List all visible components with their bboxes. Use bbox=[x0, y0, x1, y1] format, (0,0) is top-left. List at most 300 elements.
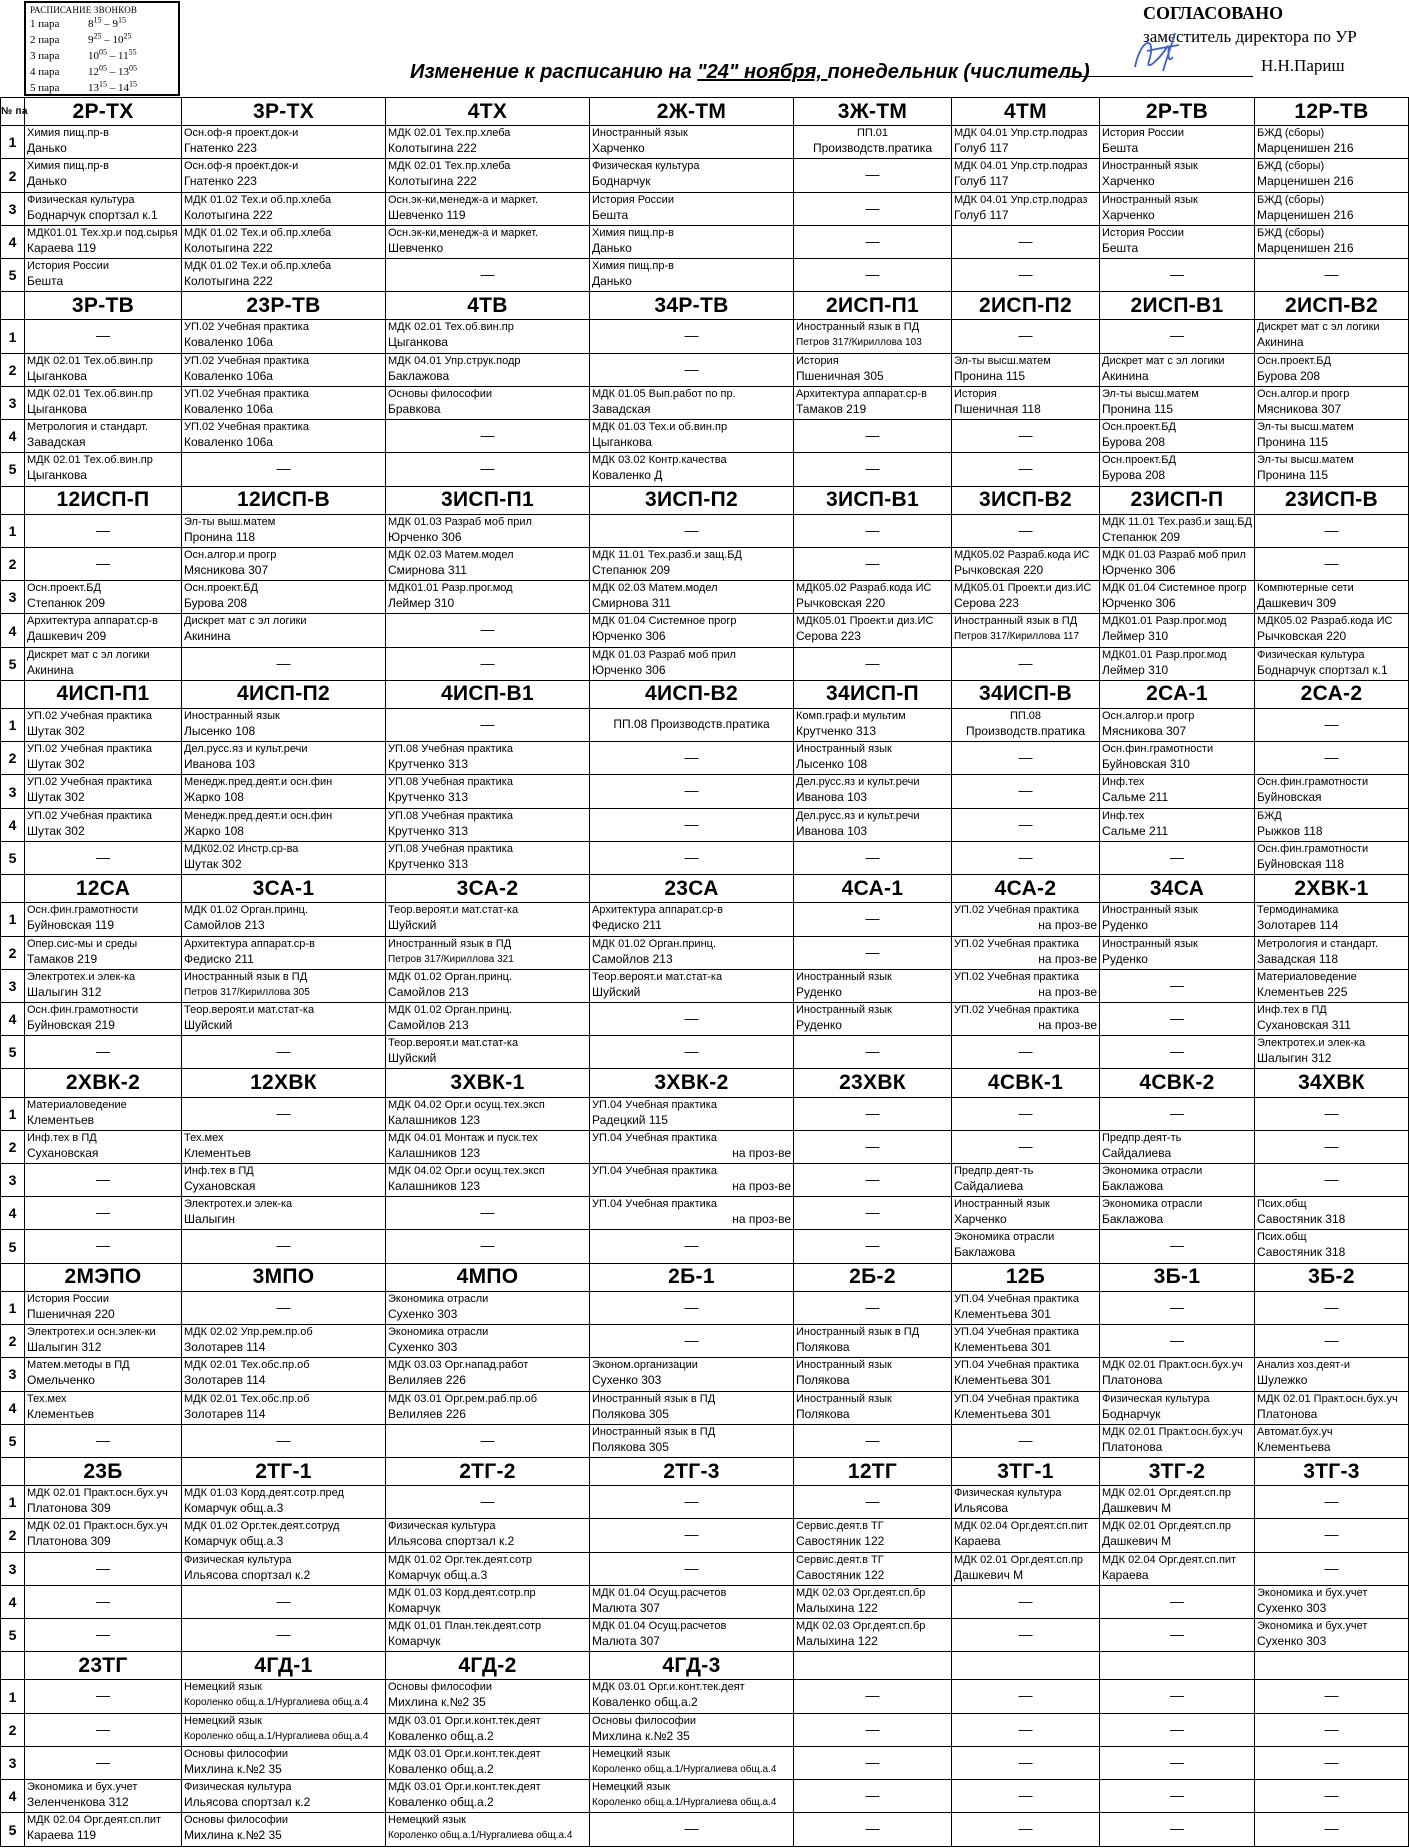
empty-dash: — bbox=[1170, 1104, 1184, 1121]
group-name bbox=[952, 1652, 1100, 1680]
subject: Осн.фин.грамотности bbox=[27, 1003, 139, 1016]
empty-dash: — bbox=[865, 1104, 880, 1121]
group-header-row bbox=[1, 292, 1409, 320]
table-row bbox=[1, 647, 1409, 680]
table-row bbox=[1, 709, 1409, 742]
schedule-cell bbox=[25, 1552, 182, 1585]
subject: МДК 01.02 Орган.принц. bbox=[184, 904, 309, 917]
teacher-room: Коваленко Д bbox=[592, 468, 663, 483]
subject: История России bbox=[1102, 226, 1184, 239]
schedule-cell bbox=[794, 353, 952, 386]
schedule-cell bbox=[25, 647, 182, 680]
schedule-cell bbox=[1255, 1002, 1409, 1035]
teacher-room: Сальме 211 bbox=[1102, 823, 1169, 838]
group-name: 3ТГ-3 bbox=[1255, 1457, 1409, 1485]
schedule-cell bbox=[25, 353, 182, 386]
subject: Менедж.пред.деят.и осн.фин bbox=[184, 776, 333, 789]
schedule-cell bbox=[182, 1358, 386, 1391]
empty-dash: — bbox=[96, 1592, 110, 1609]
teacher-room: Сухановская bbox=[27, 1145, 99, 1160]
schedule-cell bbox=[590, 514, 794, 547]
schedule-cell bbox=[794, 1097, 952, 1130]
schedule-cell bbox=[182, 514, 386, 547]
empty-dash: — bbox=[865, 1753, 880, 1770]
table-row bbox=[1, 353, 1409, 386]
teacher-room: Шалыгин 312 bbox=[1257, 1051, 1332, 1066]
empty-dash: — bbox=[684, 1043, 699, 1060]
teacher-room: Клементьев bbox=[27, 1112, 95, 1127]
schedule-cell bbox=[386, 775, 590, 808]
subject: Дискрет мат с эл логики bbox=[1257, 321, 1380, 334]
teacher-room: Харченко bbox=[954, 1212, 1007, 1227]
schedule-cell bbox=[1255, 808, 1409, 841]
group-name: 3ИСП-В2 bbox=[952, 486, 1100, 514]
teacher-room: Коваленко 106а bbox=[184, 368, 273, 383]
bell-time: $10^{05} - 11^{55}$ bbox=[88, 47, 137, 62]
schedule-cell bbox=[182, 1780, 386, 1813]
schedule-cell bbox=[1255, 581, 1409, 614]
schedule-cell bbox=[794, 1230, 952, 1263]
teacher-room: Смирнова 311 bbox=[592, 596, 671, 611]
teacher-room: Полякова 305 bbox=[592, 1439, 669, 1454]
schedule-cell bbox=[590, 709, 794, 742]
schedule-cell bbox=[590, 1197, 794, 1230]
schedule-cell bbox=[590, 647, 794, 680]
bell-schedule bbox=[24, 1, 180, 96]
schedule-cell bbox=[386, 159, 590, 192]
teacher-room: Бешта bbox=[1102, 141, 1139, 156]
group-name: 2Ж-ТМ bbox=[590, 98, 794, 126]
group-name bbox=[1100, 1652, 1255, 1680]
table-row bbox=[1, 1358, 1409, 1391]
subject: МДК 11.01 Тех.разб.и защ.БД bbox=[592, 548, 742, 561]
subject: БЖД bbox=[1257, 809, 1282, 822]
teacher-room: Боднарчук спортзал к.1 bbox=[1257, 662, 1388, 677]
table-row bbox=[1, 386, 1409, 419]
subject: МДК 02.04 Орг.деят.сп.пит bbox=[1102, 1553, 1237, 1566]
teacher-room: Тамаков 219 bbox=[27, 951, 98, 966]
teacher-room: Шалыгин 312 bbox=[27, 984, 102, 999]
group-name: 3ТГ-1 bbox=[952, 1457, 1100, 1485]
subject: МДК 01.02 Орган.принц. bbox=[388, 1003, 513, 1016]
subject: УП.04 Учебная практика bbox=[592, 1098, 717, 1111]
schedule-cell bbox=[386, 647, 590, 680]
teacher-room: Сухенко 303 bbox=[388, 1340, 458, 1355]
group-name: 2Р-ТХ bbox=[25, 98, 182, 126]
schedule-cell bbox=[386, 1780, 590, 1813]
schedule-cell bbox=[182, 1325, 386, 1358]
bell-row: 5 пара $13^{15} - 14^{15}$ bbox=[30, 79, 137, 94]
group-name: 4ТВ bbox=[386, 292, 590, 320]
teacher-room: Комарчук общ.а.3 bbox=[184, 1501, 284, 1516]
table-row bbox=[1, 1230, 1409, 1263]
schedule-cell bbox=[1255, 1197, 1409, 1230]
schedule-cell bbox=[1100, 709, 1255, 742]
schedule-cell bbox=[1255, 514, 1409, 547]
pair-number: 2 bbox=[1, 547, 25, 580]
group-name: 3ТГ-2 bbox=[1100, 1457, 1255, 1485]
pair-number: 2 bbox=[1, 742, 25, 775]
subject: МДК 01.02 Орг.тек.деят.сотруд bbox=[184, 1520, 340, 1533]
empty-dash: — bbox=[1324, 1493, 1339, 1510]
schedule-cell bbox=[794, 192, 952, 225]
empty-dash: — bbox=[1324, 554, 1339, 571]
schedule-cell bbox=[952, 1552, 1100, 1585]
teacher-room: Клементьева 301 bbox=[954, 1340, 1051, 1355]
subject: МДК 01.03 Корд.деят.сотр.пред bbox=[184, 1487, 344, 1500]
teacher-room: Производств.пратика bbox=[965, 724, 1085, 739]
pair-number: 4 bbox=[1, 420, 25, 453]
empty-dash: — bbox=[1324, 1787, 1339, 1804]
teacher-room: Бурова 208 bbox=[1102, 468, 1166, 483]
teacher-room: Петров 317/Кириллова 321 bbox=[388, 953, 514, 965]
bell-row: 1 пара $8^{15} - 9^{15}$ bbox=[30, 15, 126, 30]
subject: Физическая культура bbox=[592, 160, 700, 173]
subject: Осн.фин.грамотности bbox=[1257, 842, 1369, 855]
table-row bbox=[1, 1552, 1409, 1585]
bell-row: 4 пара $12^{05} - 13^{05}$ bbox=[30, 63, 137, 78]
schedule-cell bbox=[1100, 841, 1255, 874]
schedule-cell bbox=[590, 1746, 794, 1779]
bell-time: $12^{05} - 13^{05}$ bbox=[88, 63, 137, 78]
empty-dash: — bbox=[1170, 1592, 1184, 1609]
schedule-cell bbox=[794, 742, 952, 775]
subject: Термодинамика bbox=[1257, 904, 1339, 917]
schedule-cell bbox=[25, 453, 182, 486]
table-row bbox=[1, 514, 1409, 547]
teacher-room: Баклажова bbox=[1102, 1179, 1164, 1194]
schedule-cell bbox=[1255, 259, 1409, 292]
teacher-room: Мясникова 307 bbox=[184, 562, 269, 577]
schedule-cell bbox=[182, 1130, 386, 1163]
schedule-cell bbox=[952, 353, 1100, 386]
subject: Иностранный язык в ПД bbox=[592, 1392, 716, 1405]
group-name: 4СВК-1 bbox=[952, 1069, 1100, 1097]
subject: Основы философии bbox=[592, 1714, 696, 1727]
schedule-cell bbox=[952, 1424, 1100, 1457]
teacher-room: Сайдалиева bbox=[954, 1179, 1024, 1194]
bell-row: 2 пара $9^{25} - 10^{25}$ bbox=[30, 31, 132, 46]
schedule-cell bbox=[794, 709, 952, 742]
group-name: 12Р-ТВ bbox=[1255, 98, 1409, 126]
table-row bbox=[1, 1619, 1409, 1652]
subject: УП.02 Учебная практика bbox=[27, 809, 152, 822]
schedule-cell bbox=[590, 1619, 794, 1652]
schedule-cell bbox=[794, 1713, 952, 1746]
teacher-room: Лысенко 108 bbox=[184, 724, 256, 739]
schedule-cell bbox=[1100, 1036, 1255, 1069]
schedule-cell bbox=[952, 709, 1100, 742]
teacher-room: Юрченко 306 bbox=[1102, 562, 1176, 577]
schedule-cell bbox=[386, 1813, 590, 1847]
empty-dash: — bbox=[865, 554, 880, 571]
empty-dash: — bbox=[865, 199, 880, 216]
empty-dash: — bbox=[480, 1493, 495, 1510]
subject: Анализ хоз.деят-и bbox=[1257, 1359, 1351, 1372]
schedule-cell bbox=[794, 547, 952, 580]
teacher-room: Клементьева 301 bbox=[954, 1306, 1051, 1321]
schedule-cell bbox=[952, 159, 1100, 192]
pair-number: 5 bbox=[1, 259, 25, 292]
teacher-room: Завадская bbox=[27, 435, 86, 450]
teacher-room: Клементьева 301 bbox=[954, 1406, 1051, 1421]
subject: Осн.эк-ки,менедж-а и маркет. bbox=[388, 193, 539, 206]
subject: Иностранный язык в ПД bbox=[184, 970, 308, 983]
teacher-room: Шуйский bbox=[388, 918, 437, 933]
teacher-room: Бешта bbox=[1102, 240, 1139, 255]
schedule-cell bbox=[952, 1780, 1100, 1813]
teacher-room: Колотыгина 222 bbox=[184, 274, 273, 289]
subject: УП.08 Учебная практика bbox=[388, 809, 513, 822]
teacher-room: Иванова 103 bbox=[796, 790, 868, 805]
schedule-cell bbox=[25, 514, 182, 547]
schedule-cell bbox=[590, 320, 794, 353]
group-name: 12ТГ bbox=[794, 1457, 952, 1485]
subject: Иностранный язык в ПД bbox=[796, 321, 920, 334]
schedule-cell bbox=[952, 1813, 1100, 1847]
schedule-cell bbox=[182, 1164, 386, 1197]
group-name: 2Б-2 bbox=[794, 1263, 952, 1291]
schedule-cell bbox=[794, 225, 952, 258]
schedule-cell bbox=[794, 969, 952, 1002]
teacher-room: Радецкий 115 bbox=[592, 1112, 668, 1127]
teacher-room: Баклажова bbox=[954, 1245, 1016, 1260]
group-name: 23ИСП-В bbox=[1255, 486, 1409, 514]
subject: ПП.01 bbox=[856, 127, 889, 140]
empty-dash: — bbox=[480, 460, 495, 477]
teacher-room: Шалыгин 312 bbox=[27, 1340, 102, 1355]
subject: Дел.русс.яз и культ.речи bbox=[184, 743, 308, 756]
table-row bbox=[1, 320, 1409, 353]
subject: Химия пищ.пр-в bbox=[27, 160, 109, 173]
schedule-cell bbox=[590, 1391, 794, 1424]
teacher-room: на проз-ве bbox=[732, 1145, 791, 1160]
subject: УП.04 Учебная практика bbox=[592, 1165, 717, 1178]
teacher-room: Коваленко общ.а.2 bbox=[388, 1795, 494, 1810]
teacher-room: Юрченко 306 bbox=[1102, 596, 1176, 611]
approval-block bbox=[1143, 2, 1357, 77]
table-row bbox=[1, 1391, 1409, 1424]
group-header-row bbox=[1, 875, 1409, 903]
schedule-cell bbox=[794, 647, 952, 680]
teacher-room: Калашников 123 bbox=[388, 1112, 481, 1127]
table-row bbox=[1, 969, 1409, 1002]
group-name: 12ХВК bbox=[182, 1069, 386, 1097]
teacher-room: Акинина bbox=[184, 629, 231, 644]
subject: БЖД (сборы) bbox=[1257, 160, 1325, 173]
subject: МДК 02.01 Орг.деят.сп.пр bbox=[1102, 1487, 1232, 1500]
approval-position: заместитель директора по УР bbox=[1143, 27, 1357, 46]
subject: Сервис.деят.в ТГ bbox=[796, 1553, 884, 1566]
subject: Эл-ты высш.матем bbox=[1257, 454, 1354, 467]
table-row bbox=[1, 547, 1409, 580]
empty-dash: — bbox=[1018, 1820, 1033, 1837]
subject: БЖД (сборы) bbox=[1257, 193, 1325, 206]
schedule-cell bbox=[590, 1813, 794, 1847]
schedule-cell bbox=[1100, 1130, 1255, 1163]
group-name: 4ИСП-П1 bbox=[25, 680, 182, 708]
schedule-cell bbox=[25, 1230, 182, 1263]
empty-dash: — bbox=[1324, 1171, 1339, 1188]
subject: Электротех.и осн.элек-ки bbox=[27, 1326, 156, 1339]
group-name: 12ИСП-П bbox=[25, 486, 182, 514]
empty-dash: — bbox=[1018, 749, 1033, 766]
subject: БЖД (сборы) bbox=[1257, 226, 1325, 239]
empty-dash: — bbox=[684, 1526, 699, 1543]
subject: История России bbox=[1102, 127, 1184, 140]
teacher-room: Комарчук общ.а.3 bbox=[184, 1534, 284, 1549]
teacher-room: Сухенко 303 bbox=[1257, 1634, 1327, 1649]
subject: МДК 01.01 План.тек.деят.сотр bbox=[388, 1620, 542, 1633]
teacher-room: Буйновская 118 bbox=[1257, 856, 1345, 871]
schedule-cell bbox=[386, 808, 590, 841]
subject: Осн.проект.БД bbox=[27, 582, 101, 595]
schedule-cell bbox=[386, 903, 590, 936]
schedule-cell bbox=[794, 126, 952, 159]
teacher-room: Данько bbox=[27, 174, 67, 189]
teacher-room: Рычковская 220 bbox=[954, 562, 1044, 577]
schedule-cell bbox=[25, 1130, 182, 1163]
schedule-cell bbox=[952, 547, 1100, 580]
schedule-cell bbox=[952, 453, 1100, 486]
schedule-cell bbox=[1100, 903, 1255, 936]
group-name: 34ХВК bbox=[1255, 1069, 1409, 1097]
teacher-room: Шулежко bbox=[1257, 1373, 1308, 1388]
empty-dash: — bbox=[684, 749, 699, 766]
empty-dash: — bbox=[1170, 1332, 1184, 1349]
subject: Осн.оф-я проект.док-и bbox=[184, 160, 299, 173]
subject: Осн.алгор.и прогр bbox=[184, 548, 277, 561]
subject: УП.04 Учебная практика bbox=[954, 1292, 1079, 1305]
table-row bbox=[1, 1097, 1409, 1130]
schedule-cell bbox=[952, 420, 1100, 453]
schedule-cell bbox=[590, 1036, 794, 1069]
subject: Дискрет мат с эл логики bbox=[184, 615, 307, 628]
empty-dash: — bbox=[865, 1787, 880, 1804]
teacher-room: Колотыгина 222 bbox=[388, 174, 477, 189]
schedule-cell bbox=[386, 386, 590, 419]
pair-number: 3 bbox=[1, 1358, 25, 1391]
schedule-cell bbox=[952, 647, 1100, 680]
pair-number: 3 bbox=[1, 775, 25, 808]
teacher-room: Малыхина 122 bbox=[796, 1600, 878, 1615]
subject: Осн.эк-ки,менедж-а и маркет. bbox=[388, 226, 539, 239]
subject: МДК01.01 Разр.прог.мод bbox=[1102, 615, 1227, 628]
schedule-cell bbox=[952, 1097, 1100, 1130]
schedule-cell bbox=[182, 1097, 386, 1130]
schedule-cell bbox=[1100, 1391, 1255, 1424]
schedule-table bbox=[0, 97, 1409, 1847]
schedule-cell bbox=[1255, 453, 1409, 486]
empty-dash: — bbox=[1170, 848, 1184, 865]
subject: МДК 03.01 Орг.и.конт.тек.деят bbox=[592, 1681, 745, 1694]
schedule-cell bbox=[794, 259, 952, 292]
schedule-cell bbox=[182, 1197, 386, 1230]
subject: Экономика отрасли bbox=[388, 1292, 489, 1305]
empty-dash: — bbox=[1018, 1720, 1033, 1737]
empty-dash: — bbox=[684, 1493, 699, 1510]
empty-dash: — bbox=[1324, 521, 1339, 538]
schedule-cell bbox=[1100, 1230, 1255, 1263]
schedule-cell bbox=[1100, 808, 1255, 841]
schedule-cell bbox=[794, 1002, 952, 1035]
subject: МДК 01.02 Орган.принц. bbox=[592, 937, 717, 950]
schedule-cell bbox=[25, 1424, 182, 1457]
schedule-cell bbox=[386, 1197, 590, 1230]
teacher-room: Ильясова bbox=[954, 1501, 1009, 1516]
pair-number: 1 bbox=[1, 1097, 25, 1130]
subject: Иностранный язык в ПД bbox=[796, 1326, 920, 1339]
subject: Экономика и бух.учет bbox=[27, 1781, 138, 1794]
subject: МДК 02.01 Орг.деят.сп.пр bbox=[1102, 1520, 1232, 1533]
teacher-room: Завадская 118 bbox=[1257, 951, 1338, 966]
subject: МДК 04.01 Упр.стр.подраз bbox=[954, 193, 1088, 206]
empty-dash: — bbox=[1324, 1332, 1339, 1349]
schedule-cell bbox=[386, 936, 590, 969]
teacher-room: Лысенко 108 bbox=[796, 757, 868, 772]
schedule-cell bbox=[590, 547, 794, 580]
schedule-cell bbox=[386, 614, 590, 647]
bell-time: $9^{25} - 10^{25}$ bbox=[88, 31, 132, 46]
teacher-room: Боднарчук bbox=[1102, 1406, 1161, 1421]
group-header-row bbox=[1, 680, 1409, 708]
subject: Физическая культура bbox=[388, 1520, 496, 1533]
schedule-cell bbox=[182, 581, 386, 614]
subject: ПП.08 bbox=[1009, 710, 1042, 723]
schedule-cell bbox=[590, 808, 794, 841]
teacher-room: Дашкевич М bbox=[1102, 1534, 1172, 1549]
teacher-room: Пшеничная 220 bbox=[27, 1306, 115, 1321]
subject: Дискрет мат с эл логики bbox=[1102, 354, 1225, 367]
empty-dash: — bbox=[684, 360, 699, 377]
subject: МДК 02.01 Практ.осн.бух.уч bbox=[1257, 1392, 1398, 1405]
schedule-cell bbox=[1255, 936, 1409, 969]
schedule-cell bbox=[386, 1230, 590, 1263]
empty-dash: — bbox=[276, 460, 291, 477]
schedule-cell bbox=[386, 1036, 590, 1069]
teacher-room: Цыганкова bbox=[27, 468, 87, 483]
schedule-cell bbox=[25, 1164, 182, 1197]
teacher-room: Короленко общ.а.1/Нургалиева общ.а.4 bbox=[184, 1730, 369, 1742]
subject: Инф.тех в ПД bbox=[1257, 1003, 1327, 1016]
empty-dash: — bbox=[1018, 521, 1033, 538]
teacher-room: Пронина 115 bbox=[1257, 468, 1329, 483]
empty-dash: — bbox=[865, 1820, 880, 1837]
subject: Физическая культура bbox=[1257, 648, 1365, 661]
teacher-room: Крутченко 313 bbox=[388, 856, 468, 871]
bell-time: $8^{15} - 9^{15}$ bbox=[88, 15, 126, 30]
schedule-cell bbox=[794, 1130, 952, 1163]
teacher-room: Буйновская 219 bbox=[27, 1017, 115, 1032]
pair-number: 1 bbox=[1, 1291, 25, 1324]
schedule-cell bbox=[1100, 969, 1255, 1002]
schedule-cell bbox=[25, 1619, 182, 1652]
subject: Тех.мех bbox=[27, 1392, 67, 1405]
schedule-cell bbox=[25, 1746, 182, 1779]
subject: МДК01.01 Разр.прог.мод bbox=[388, 582, 513, 595]
table-row bbox=[1, 126, 1409, 159]
schedule-cell bbox=[25, 1036, 182, 1069]
pair-number: 3 bbox=[1, 581, 25, 614]
schedule-cell bbox=[1255, 709, 1409, 742]
subject: Электротех.и элек-ка bbox=[1257, 1037, 1366, 1050]
subject: Сервис.деят.в ТГ bbox=[796, 1520, 884, 1533]
group-name: 2ХВК-2 bbox=[25, 1069, 182, 1097]
teacher-room: Степанюк 209 bbox=[1102, 529, 1181, 544]
schedule-cell bbox=[25, 1813, 182, 1847]
schedule-cell bbox=[952, 1164, 1100, 1197]
teacher-room: Савостяник 122 bbox=[796, 1534, 885, 1549]
